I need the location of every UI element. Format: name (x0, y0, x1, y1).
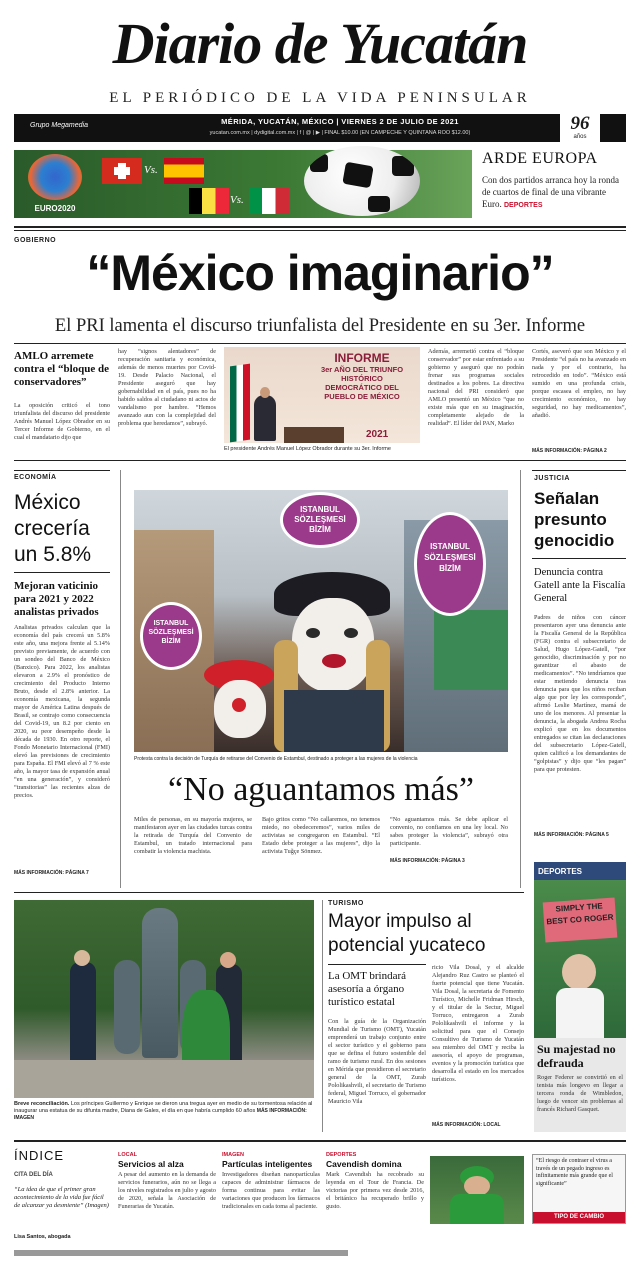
justicia-more[interactable]: MÁS INFORMACIÓN: PÁGINA 5 (534, 832, 609, 838)
mexico-flag-icon (230, 364, 250, 443)
dateline: MÉRIDA, YUCATÁN, MÉXICO | VIERNES 2 DE JULIO DE 2021 (221, 117, 459, 126)
president-figure (254, 395, 276, 441)
index-item-1-text: A pesar del aumento en la demanda de servicios funerarios, aún no se llega a los niveles registrados en julio y agosto de 2020, señala la Asociación de Funerarias de Yucatán. (118, 1171, 216, 1210)
lead-kicker: GOBIERNO (14, 237, 57, 244)
quote-text: “La idea de que el primer gran acontecimiento de la vida fue fácil de alcanzar ya desmiente” (Imagen) (14, 1186, 109, 1209)
economia-text: Analistas privados calculan que la economía del país crecerá un 5.8% este año, una mejora frente al 5.14% previsto previamente, de acuerdo con un sondeo del Banco de México (Banxico). Para 2022, los analistas elevaron a 2.9% el pronóstico de crecimiento del Producto Interno Bruto, desde el 2.8% anterior. La economía mexicana, la segunda mayor de América Latina después de Brasil, se contrajo como consecuencia del Covid-19, un 8.2 por ciento en 2020, su peor desempeño desde la década de 1930. En otro reporte, el Fondo Monetario Internacional (FMI) elevó las previsiones de crecimiento para España. El FMI elevó al 7 % este año, la mayor tasa de expansión anual “en una generación”, y consideró “transitorias” las recientes alzas de precios. (14, 624, 110, 799)
economia-kicker: ECONOMÍA (14, 474, 57, 481)
protest-sign-2-text: ISTANBUL SÖZLEŞMESİ BİZİM (148, 620, 194, 645)
royal-caption (14, 1101, 314, 1122)
flag-switzerland-icon (102, 158, 142, 184)
protest-sign-1-text: ISTANBUL SÖZLEŞMESİ BİZİM (294, 505, 346, 534)
euro-headline: ARDE EUROPA (482, 150, 598, 167)
index-item-2-section: IMAGEN (222, 1152, 244, 1158)
lead-subheadline: AMLO arremete contra el “bloque de conservadores” (14, 350, 110, 388)
masthead-title: Diario de Yucatán (112, 11, 528, 76)
index-item-3-section: DEPORTES (326, 1152, 357, 1158)
index-title: ÍNDICE (14, 1148, 65, 1163)
vs-label-2: Vs. (230, 194, 244, 206)
megamedia-logo: Grupo Megamedia (30, 122, 88, 129)
turismo-headline[interactable]: Mayor impulso al potencial yucateco (328, 911, 486, 956)
banner-year: 2021 (366, 429, 389, 440)
economia-more[interactable]: MÁS INFORMACIÓN: PÁGINA 7 (14, 870, 89, 876)
royal-statue-photo (14, 900, 314, 1098)
sidebar-ad[interactable] (532, 1154, 626, 1224)
index-item-1-section: LOCAL (118, 1152, 137, 1158)
justicia-headline[interactable]: Señalan presunto genocidio (534, 489, 615, 550)
index-item-3-title: Cavendish domina (326, 1159, 402, 1169)
masthead-tagline: EL PERIÓDICO DE LA VIDA PENINSULAR (109, 90, 531, 106)
center-col1: Miles de personas, en su mayoría mujeres, se manifestaron ayer en las ciudades turcas contra la retirada de Turquía del Convenio de Estambul, un tratado internacional para combatir la violencia machista. (134, 816, 252, 855)
center-more[interactable]: MÁS INFORMACIÓN: PÁGINA 3 (390, 858, 465, 864)
royal-caption-text: Los príncipes Guillermo y Enrique se dieron una tregua ayer en medio de su tormentosa relación al inaugurar una estatua de su difunta madre, Diana de Gales, el día en que habría cumplido 60 años (14, 1101, 313, 1114)
lead-deck: El PRI lamenta el discurso triunfalista del Presidente en su 3er. Informe (54, 316, 586, 336)
index-item-1[interactable] (118, 1152, 216, 1242)
index-item-1-title: Servicios al alza (118, 1159, 184, 1169)
ad-label: TIPO DE CAMBIO (533, 1212, 625, 1223)
turismo-col1: Con la guía de la Organización Mundial de Turismo (OMT), Yucatán emprenderá un trabajo conjunto entre el sector turístico y el gobierno para que se defina el futuro sostenible del ramo de turismo rural. En dos sesiones en Mérida que presidieron el secretario general de la OMT, Zurab Pololikashvili, el secretario de Turismo federal, Miguel Torruco, el gobernador Mauricio Vila (328, 1018, 426, 1105)
protest-sign-1 (280, 492, 360, 548)
statue-diana (142, 908, 178, 1058)
index-item-3-text: Mark Cavendish ha recobrado su leyenda en el Tour de Francia. De victorias por primera vez desde 2016, el británico ha recuperado brillo y gusto. (326, 1171, 424, 1210)
lead-more[interactable]: MÁS INFORMACIÓN: PÁGINA 2 (532, 448, 607, 454)
deportes-sidebar[interactable] (534, 862, 626, 1132)
protest-sign-3 (414, 512, 486, 616)
quote-author: Lisa Santos, abogada (14, 1234, 71, 1240)
index-item-3[interactable] (326, 1152, 424, 1242)
center-col2: Bajo gritos como “No callaremos, no tenemos miedo, no obedeceremos”, varios miles de activistas se congregaron en Estambul. “El Estado debe proteger a las mujeres”, dijo la activista Tuğçe Sönmez. (262, 816, 380, 855)
turismo-more[interactable]: MÁS INFORMACIÓN: LOCAL (432, 1122, 501, 1128)
lead-col2: hay “signos alentadores” de recuperación sanitaria y económica, además de menos muertes por Covid-19. Desde Palacio Nacional, el Presidente aseguró que hay gobernabilidad en el país, pues no ha habido saldos al ciudadano ni actos de vandalismo por hambre. “Hemos avanzado aun con la complejidad del problema que heredamos”, subrayó. (118, 348, 216, 427)
euro-text (482, 174, 626, 212)
euro-text-body: Con dos partidos arranca hoy la ronda de cuartos de final de una vibrante Euro. (482, 175, 619, 209)
protest-caption: Protesta contra la decisión de Turquía de retirarse del Convenio de Estambul, destinado a proteger a las mujeres de la violencia (134, 756, 418, 762)
ad-text: “El riesgo de contraer el virus a través de un pegado ingreso es infinitamente más grande que el significante” (536, 1158, 613, 1187)
years-word: años (573, 134, 587, 140)
center-col3: “No aguantamos más. Se debe aplicar el convenio, no confiamos en una ley local. No sabes proteger la violencia”, subrayó otra participante. (390, 816, 508, 847)
protest-sign-2 (140, 602, 202, 670)
euro-teaser[interactable] (14, 150, 626, 220)
economia-subheadline: Mejoran vaticinio para 2021 y 2022 analistas privados (14, 580, 99, 618)
protest-sign-3-text: ISTANBUL SÖZLEŞMESİ BİZİM (424, 542, 476, 573)
center-headline[interactable]: “No aguantamos más” (168, 771, 474, 808)
deportes-text: Roger Federer se convirtió en el tenista más longevo en llegar a tercera ronda de Wimbledon, luego de vencer sin problemas al francés Richard Gasquet. (537, 1074, 623, 1113)
euro-section[interactable]: DEPORTES (504, 202, 543, 209)
index-item-2[interactable] (222, 1152, 320, 1242)
turismo-subheadline: La OMT brindará asesoría a órgano turístico estatal (328, 970, 406, 1008)
cavendish-photo (430, 1156, 524, 1224)
turismo-kicker: TURISMO (328, 900, 364, 907)
index-item-2-text: Investigadores diseñan nanopartículas capaces de administrar fármacos de forma continua para evitar las variaciones que producen los fármacos tradicionales en cada toma al paciente. (222, 1171, 320, 1210)
index-item-2-title: Partículas inteligentes (222, 1159, 313, 1169)
banner-sub: 3er AÑO DEL TRIUNFO HISTÓRICO DEMOCRÁTICO DEL PUEBLO DE MÉXICO (320, 365, 404, 401)
lead-caption: El presidente Andrés Manuel López Obrador durante su 3er. Informe (224, 446, 391, 452)
turismo-col2: ricio Vila Dosal, y el alcalde Alejandro Ruz Castro se planteó el fuerte potencial que tiene Yucatán. Vila Dosal, la secretaria de Fomento Turístico, Michelle Fridman Hirsch, y el titular de la Sectur, Miguel Torruco, entregaron a Zurab Pololikashvili el informe y la solicitud para que el Consejo Consultivo de Turismo de Yucatán sea miembro del OMT y reciba la asesoría, el apoyo de programas, eventos y la promoción turística que desarrolla el estado en los mercados turísticos. (432, 964, 524, 1083)
lead-col1: La oposición criticó el tono triunfalista del discurso del presidente Andrés Manuel López Obrador en su Tercer Informe de Gobierno, en el cual el mandatario dijo que (14, 402, 110, 441)
euro-trophy-icon (28, 154, 82, 200)
lead-headline[interactable]: “México imaginario” (86, 245, 554, 301)
flag-italy-icon (249, 188, 289, 214)
royal-caption-bold: Breve reconciliación. (14, 1101, 70, 1107)
deportes-label: DEPORTES (534, 862, 626, 880)
lead-col3: Además, arremetió contra el “bloque conservador” por estar enfrentado a su gobierno y aseguró que no podrán frenar sus programas sociales destinados a los pobres. La directiva nacional del PRI consideró que AMLO presentó un México “que no existe más que en su imaginación, completamente alejado de la realidad”. El líder del PAN, Marko (428, 348, 524, 427)
deportes-headline: Su majestad no defrauda (537, 1042, 616, 1070)
masthead (0, 0, 640, 145)
years-number: 96 (570, 113, 590, 134)
footer-bar (14, 1250, 348, 1256)
years-badge (560, 114, 600, 146)
federer-fan-photo (534, 880, 626, 1038)
masthead-links[interactable]: yucatan.com.mx | dydigital.com.mx | f | @ | ▶ | FINAL $10.00 (EN CAMPECHE Y QUINTANA ROO $12.00) (209, 130, 471, 136)
royal-more[interactable]: MÁS INFORMACIÓN: IMAGEN (14, 1108, 307, 1121)
flag-spain-icon (164, 158, 204, 184)
lead-col4: Cortés, aseveró que son México y el Presidente “el país no ha avanzado en nada y por el contrario, ha retrocedido en todo”. “México está sumido en una profunda crisis, porque escasea el empleo, no hay crecimiento económico, no hay seguridad, no hay medicamentos”, añadió. (532, 348, 626, 419)
justicia-kicker: JUSTICIA (534, 475, 570, 482)
lead-photo (224, 347, 420, 443)
protester-face (292, 598, 374, 692)
protest-photo (134, 490, 508, 752)
fan-sign: SIMPLY THE BEST CO ROGER (543, 898, 618, 943)
euro-logo-text: EURO2020 (34, 204, 76, 213)
soccer-ball-icon (304, 146, 420, 216)
flag-belgium-icon (189, 188, 229, 214)
justicia-text: Padres de niños con cáncer presentaron ayer una denuncia ante la Fiscalía General de la República (FGR) contra el subsecretario de Salud, Hugo López-Gatell, “por genocidio, discriminación y por no garantizar el abasto de medicamentos”. “No tendríamos que estar metiendo denuncia tras denuncia para que los niños reciban algo que por ley les corresponde”, afirmó Leslie Martínez, mamá de uno de los menores. Al presentar la denuncia, la abogada Andrea Rocha explicó que en los documentos entregados se citan las declaraciones del subsecretario López-Gatell, quien calificó a los demandantes de “golpistas” y dijo que “les pagan” para que protesten. (534, 614, 626, 773)
vs-label-1: Vs. (144, 164, 158, 176)
banner-title: INFORME (334, 351, 390, 365)
economia-headline[interactable]: México crecería un 5.8% (14, 491, 92, 566)
justicia-subheadline: Denuncia contra Gatell ante la Fiscalía General (534, 567, 626, 604)
quote-label: CITA DEL DÍA (14, 1172, 53, 1178)
